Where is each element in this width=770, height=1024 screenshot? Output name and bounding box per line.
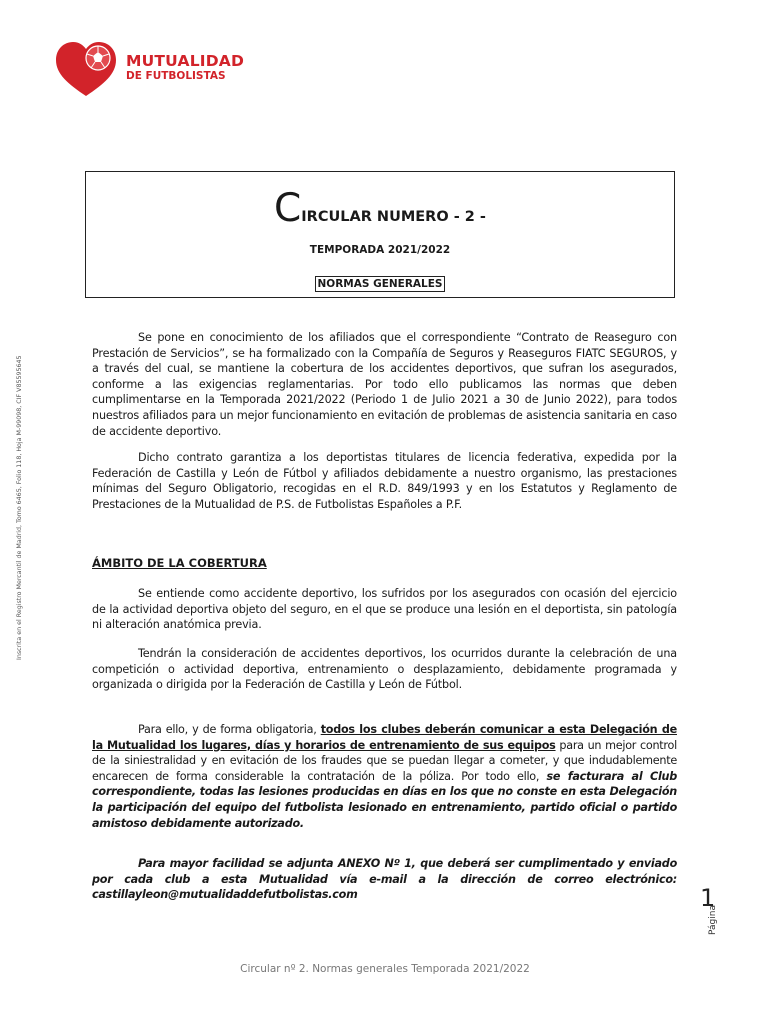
- brand-name: MUTUALIDAD: [126, 52, 245, 70]
- circular-title: [86, 186, 674, 231]
- brand-subtitle: DE FUTBOLISTAS: [126, 70, 226, 82]
- paragraph-5-obligation: todos los clubes deberán comunicar a esta Delegación de la Mutualidad los lugares, días y horarios de entrenamiento de sus equipos: [92, 723, 677, 752]
- paragraph-5: [92, 722, 677, 831]
- paragraph-6-text: Para mayor facilidad se adjunta ANEXO Nº 1, que deberá ser cumplimentado y enviado por cada club a esta Mutualidad vía e-mail a la dirección de correo electrónico: castillayleon@mutualidaddefutbolistas.com: [92, 857, 677, 902]
- title-rest: IRCULAR NUMERO - 2 -: [301, 209, 486, 225]
- paragraph-2-text: Dicho contrato garantiza a los deportistas titulares de licencia federativa, expedida por la Federación de Castilla y León de Fútbol y afiliados debidamente a nuestro organismo, las prestaciones mínimas del Seguro Obligatorio, recogidas en el R.D. 849/1993 y en los Estatutos y Reglamento de Prestaciones de la Mutualidad de P.S. de Futbolistas Españoles a P.F.: [92, 451, 677, 511]
- title-initial: C: [274, 186, 302, 231]
- title-box: [85, 171, 675, 298]
- heart-ball-icon: [54, 40, 118, 100]
- normas-generales-text: NORMAS GENERALES: [315, 276, 446, 292]
- paragraph-3: [92, 586, 677, 633]
- season-label: TEMPORADA 2021/2022: [309, 244, 451, 256]
- paragraph-4-text: Tendrán la consideración de accidentes deportivos, los ocurridos durante la celebración de una competición o actividad deportiva, entrenamiento o desplazamiento, debidamente programada y organizada o dirigida por la Federación de Castilla y León de Fútbol.: [92, 647, 677, 692]
- registry-side-text: Inscrita en el Registro Mercantil de Madrid, Tomo 6465, Folio 118, Hoja M-99098, CIF V85595645: [16, 355, 23, 660]
- page-number: 1: [700, 884, 716, 912]
- paragraph-6: [92, 856, 677, 903]
- paragraph-5-billing: se facturara al Club correspondiente, todas las lesiones producidas en días en los que no conste en esta Delegación la participación del equipo del futbolista lesionado en entrenamiento, partido oficial o partido amistoso debidamente autorizado.: [92, 769, 678, 830]
- paragraph-5-body: para un mejor control de la siniestralidad y en evitación de los fraudes que se puedan llegar a cometer, y que indudablemente encarecen de forma considerable la contratación de la póliza. Por todo ello,: [92, 738, 677, 783]
- paragraph-3-text: Se entiende como accidente deportivo, los sufridos por los asegurados con ocasión del ejercicio de la actividad deportiva objeto del seguro, en el que se produce una lesión en el deportista, sin patología ni alteración anatómica previa.: [92, 587, 677, 632]
- paragraph-5-intro: Para ello, y de forma obligatoria,: [138, 723, 321, 736]
- paragraph-2: [92, 450, 677, 512]
- section-heading: ÁMBITO DE LA COBERTURA: [92, 556, 267, 570]
- paragraph-4: [92, 646, 677, 693]
- footer-text: Circular nº 2. Normas generales Temporada 2021/2022: [240, 963, 530, 975]
- paragraph-1-text: Se pone en conocimiento de los afiliados que el correspondiente “Contrato de Reaseguro con Prestación de Servicios”, se ha formalizado con la Compañía de Seguros y Reaseguros FIATC SEGUROS, y a través del cual, se mantiene la cobertura de los accidentes deportivos, que sufran los asegurados, conforme a las exigencias reglamentarias. Por todo ello publicamos las normas que deben cumplimentarse en la Temporada 2021/2022 (Periodo 1 de Julio 2021 a 30 de Junio 2022), para todos nuestros afiliados para un mejor funcionamiento en evitación de problemas de asistencia sanitaria en caso de accidente deportivo.: [92, 331, 677, 438]
- normas-generales-label: [86, 272, 674, 291]
- paragraph-1: [92, 330, 677, 439]
- page-label: Página: [708, 905, 718, 935]
- logo: [54, 40, 254, 100]
